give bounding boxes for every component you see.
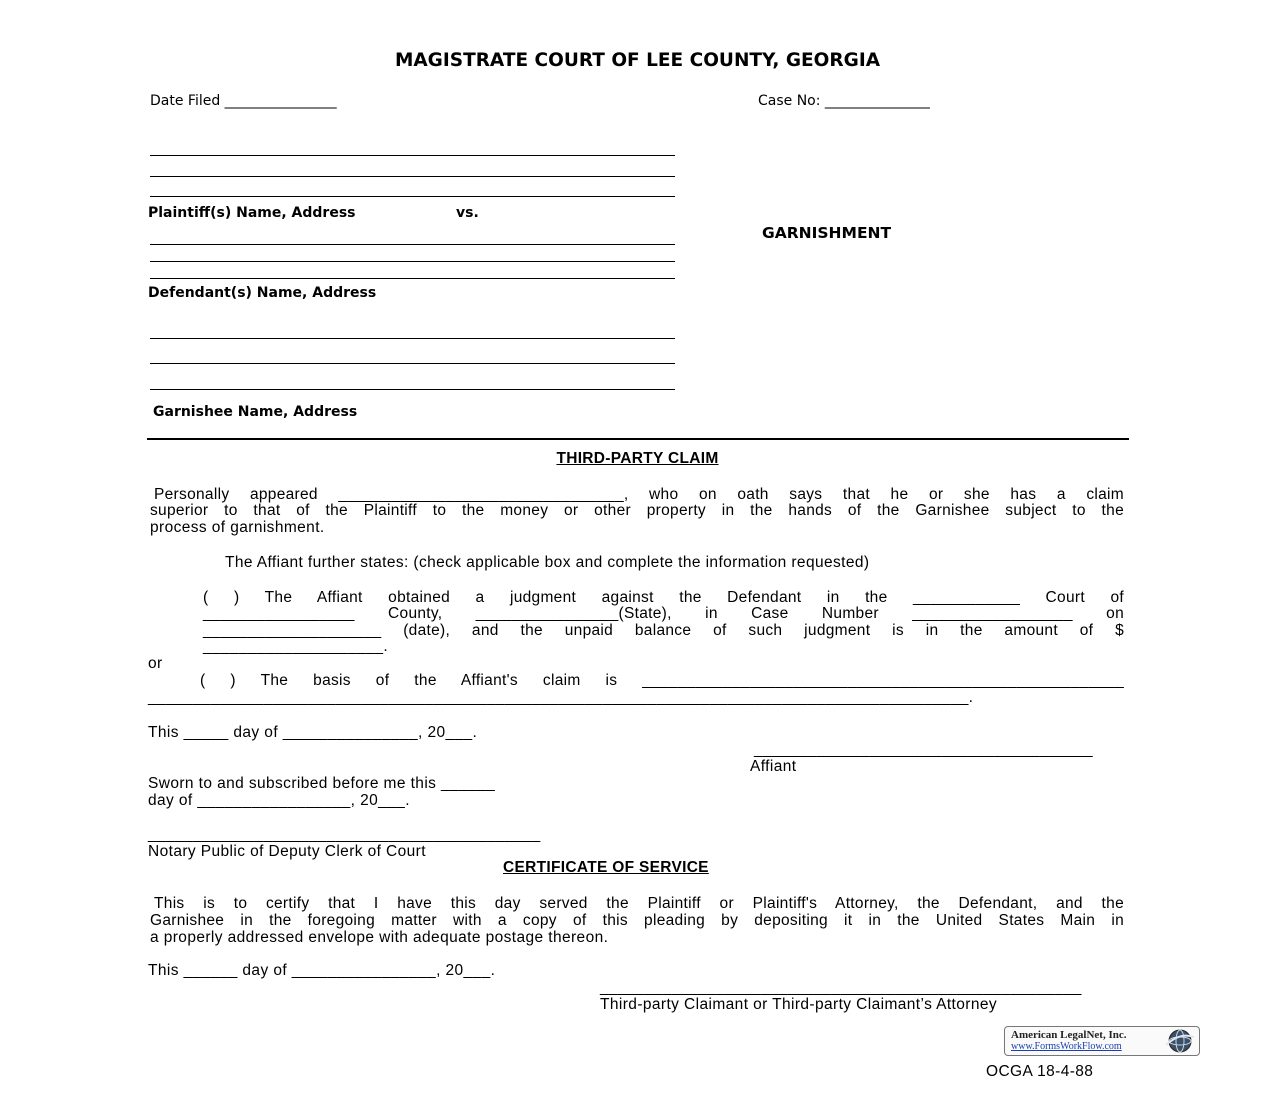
sworn-line-2[interactable]: day of _________________, 20___.	[148, 792, 410, 809]
garnishee-line-1[interactable]	[150, 338, 675, 339]
judgment-option-line-1[interactable]: ( ) The Affiant obtained a judgment against the Defendant in the ____________ Court of	[203, 589, 1124, 606]
globe-icon	[1163, 1028, 1197, 1054]
certificate-line-1: This is to certify that I have this day served the Plaintiff or Plaintiff's Attorney, the Defendant, and the	[154, 895, 1124, 912]
basis-option-line-1[interactable]: ( ) The basis of the Affiant's claim is ______________________________________________________	[200, 672, 1124, 689]
third-party-claim-title: THIRD-PARTY CLAIM	[556, 450, 719, 467]
judgment-option-line-4: ____________________.	[203, 638, 389, 655]
garnishee-line-2[interactable]	[150, 363, 675, 364]
case-number-field[interactable]: Case No: _______________	[758, 93, 930, 109]
claimant-label: Third-party Claimant or Third-party Claimant’s Attorney	[600, 996, 998, 1013]
logo-company-name: American LegalNet, Inc.	[1011, 1029, 1127, 1041]
garnishee-label: Garnishee Name, Address	[153, 404, 358, 420]
defendant-line-1[interactable]	[150, 244, 675, 245]
plaintiff-label: Plaintiff(s) Name, Address	[148, 205, 356, 221]
claim-intro-line-3: process of garnishment.	[150, 519, 325, 536]
document-type-title: GARNISHMENT	[762, 224, 892, 242]
versus-label: vs.	[456, 205, 479, 221]
affiant-label: Affiant	[750, 758, 797, 775]
affiant-signature-line[interactable]: ______________________________________	[754, 741, 1093, 758]
court-title: MAGISTRATE COURT OF LEE COUNTY, GEORGIA	[394, 50, 881, 71]
plaintiff-line-1[interactable]	[150, 155, 675, 156]
defendant-line-3[interactable]	[150, 278, 675, 279]
american-legalnet-logo[interactable]	[1004, 1026, 1200, 1056]
notary-signature-line[interactable]: ____________________________________________	[148, 826, 541, 843]
claim-intro-line-1: Personally appeared ________________________________, who on oath says that he or she has a claim	[154, 486, 1124, 503]
claimant-signature-line[interactable]: ______________________________________________________	[600, 979, 1082, 996]
notary-label: Notary Public of Deputy Clerk of Court	[148, 843, 426, 860]
section-divider	[147, 438, 1129, 440]
judgment-option-line-3: ____________________ (date), and the unpaid balance of such judgment is in the amount of $	[203, 622, 1124, 639]
affiant-date-line[interactable]: This _____ day of _______________, 20___.	[148, 724, 478, 741]
certificate-line-2: Garnishee in the foregoing matter with a copy of this pleading by depositing it in the United States Main in	[150, 912, 1124, 929]
certificate-of-service-title: CERTIFICATE OF SERVICE	[503, 859, 709, 876]
affiant-further-states: The Affiant further states: (check applicable box and complete the information requested)	[225, 554, 870, 571]
ocga-reference: OCGA 18-4-88	[986, 1063, 1094, 1080]
basis-option-line-2: ____________________________________________________________________________________________.	[148, 689, 974, 706]
sworn-line-1[interactable]: Sworn to and subscribed before me this ______	[148, 775, 496, 792]
plaintiff-line-2[interactable]	[150, 176, 675, 177]
claim-intro-line-2: superior to that of the Plaintiff to the money or other property in the hands of the Garnishee subject to the	[150, 502, 1124, 519]
plaintiff-line-3[interactable]	[150, 196, 675, 197]
judgment-option-line-2: _________________ County, ________________(State), in Case Number __________________ on	[203, 605, 1124, 622]
or-label: or	[148, 655, 163, 672]
certificate-line-3: a properly addressed envelope with adequate postage thereon.	[150, 929, 609, 946]
garnishee-line-3[interactable]	[150, 389, 675, 390]
logo-website-link[interactable]: www.FormsWorkFlow.com	[1011, 1041, 1122, 1052]
certificate-date-line[interactable]: This ______ day of ________________, 20___.	[148, 962, 496, 979]
defendant-line-2[interactable]	[150, 261, 675, 262]
date-filed-field[interactable]: Date Filed ________________	[150, 93, 337, 109]
defendant-label: Defendant(s) Name, Address	[148, 285, 377, 301]
